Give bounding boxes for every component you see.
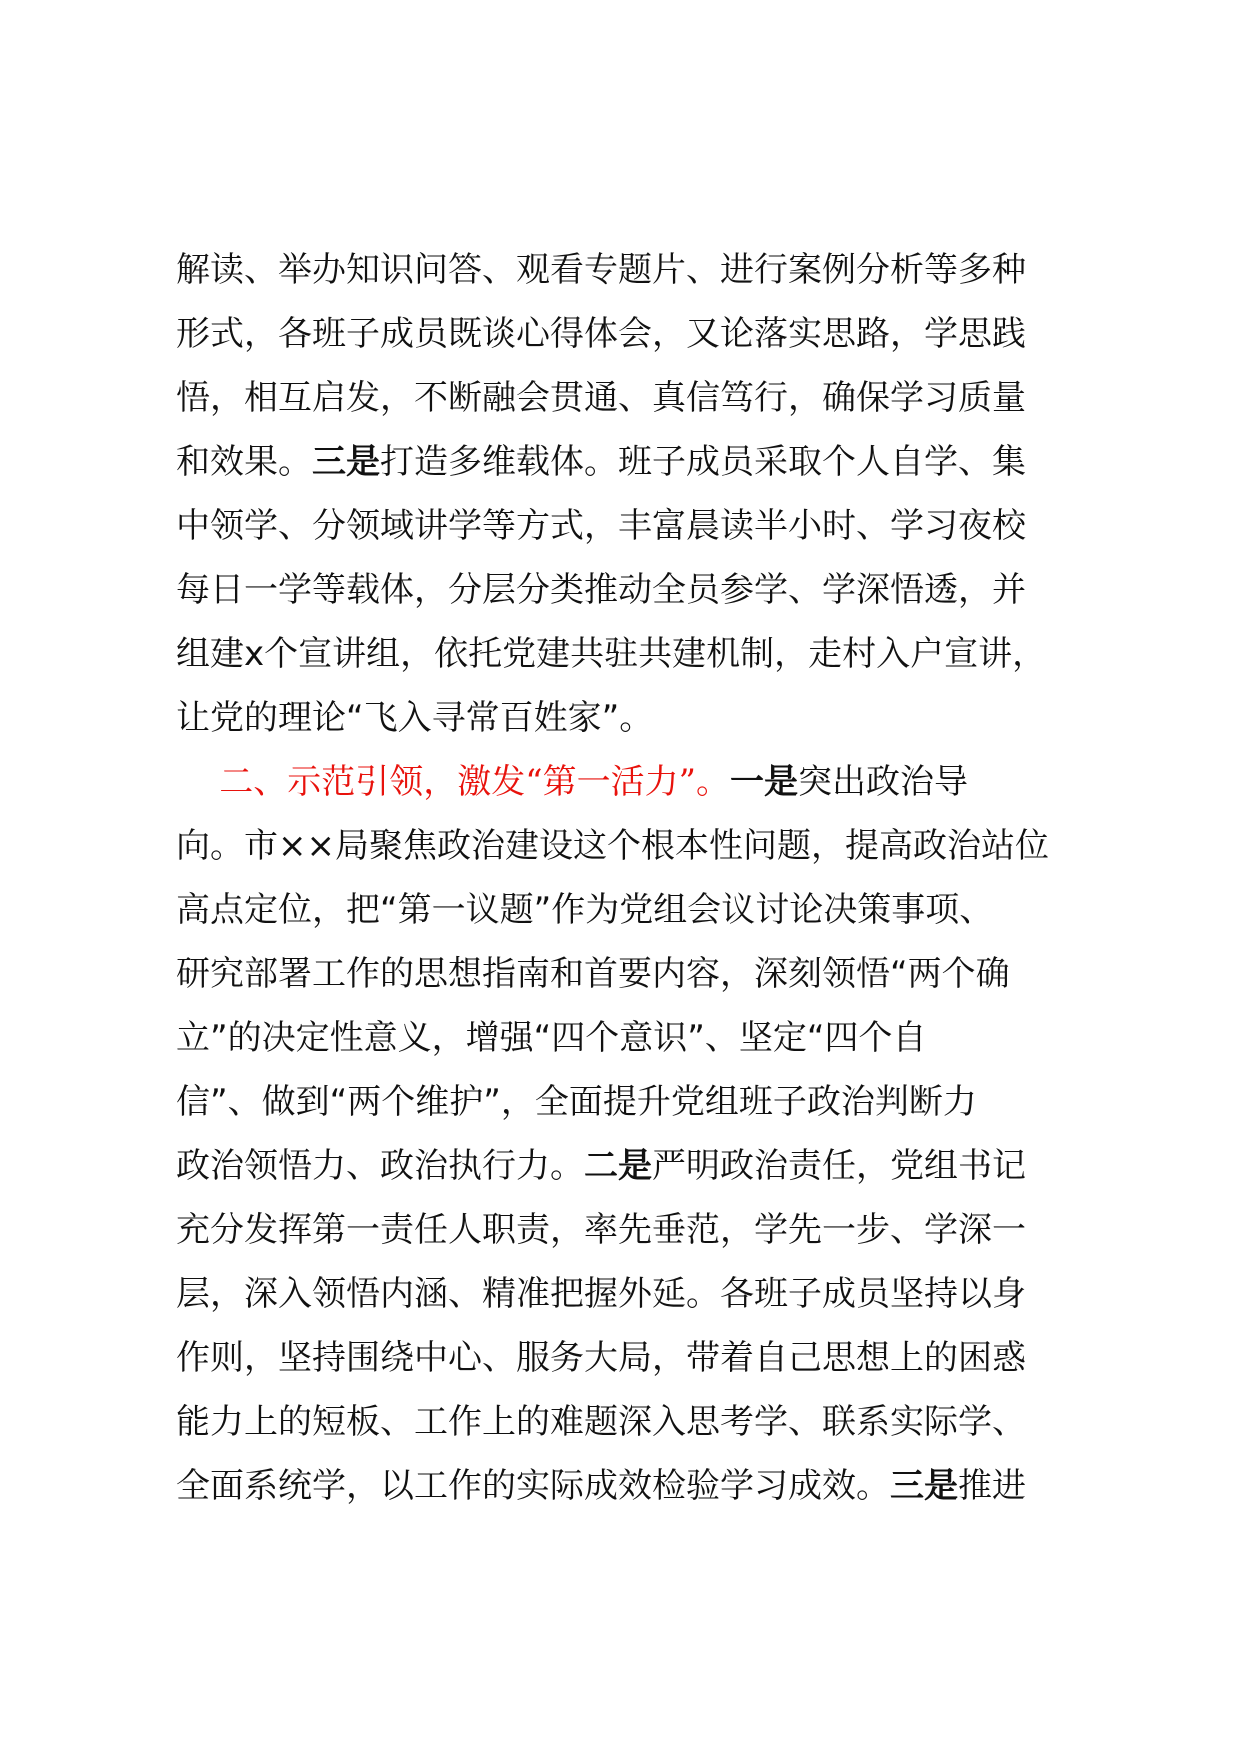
emphasis-label: 二是	[584, 1146, 652, 1186]
text-line	[176, 878, 1106, 942]
text-line	[176, 1454, 1106, 1518]
text-segment: 充分发挥第一责任人职责，率先垂范，学先一步、学深一	[176, 1210, 1026, 1250]
text-segment: 和效果。	[176, 442, 312, 482]
text-segment: 层，深入领悟内涵、精准把握外延。各班子成员坚持以身	[176, 1274, 1026, 1314]
text-segment: 中领学、分领域讲学等方式，丰富晨读半小时、学习夜校	[176, 506, 1026, 546]
text-line	[176, 942, 1106, 1006]
text-line	[176, 430, 1106, 494]
text-line	[176, 1070, 1106, 1134]
text-line	[176, 686, 1106, 750]
text-segment: 每日一学等载体，分层分类推动全员参学、学深悟透，并	[176, 570, 1026, 610]
text-segment: 立”的决定性意义，增强“四个意识”、坚定“四个自	[176, 1018, 927, 1058]
text-line	[176, 1326, 1106, 1390]
text-line	[176, 750, 1106, 814]
text-segment: 研究部署工作的思想指南和首要内容，深刻领悟“两个确	[176, 954, 1010, 994]
text-segment: 打造多维载体。班子成员采取个人自学、集	[380, 442, 1026, 482]
text-segment: 组建x个宣讲组，依托党建共驻共建机制，走村入户宣讲，	[176, 634, 1047, 674]
text-line	[176, 494, 1106, 558]
text-line	[176, 238, 1106, 302]
text-segment: 解读、举办知识问答、观看专题片、进行案例分析等多种	[176, 250, 1026, 290]
text-line	[176, 622, 1106, 686]
text-segment: 推进	[958, 1466, 1026, 1506]
text-segment: 悟，相互启发，不断融会贯通、真信笃行，确保学习质量	[176, 378, 1026, 418]
text-segment: 严明政治责任，党组书记	[652, 1146, 1026, 1186]
text-segment: 全面系统学，以工作的实际成效检验学习成效。	[176, 1466, 890, 1506]
emphasis-label: 三是	[890, 1466, 958, 1506]
text-segment: 让党的理论“飞入寻常百姓家”。	[176, 698, 654, 738]
text-line	[176, 1134, 1106, 1198]
text-line	[176, 814, 1106, 878]
text-segment: 突出政治导	[798, 762, 968, 802]
text-line	[176, 302, 1106, 366]
text-segment: 信”、做到“两个维护”，全面提升党组班子政治判断力	[176, 1082, 977, 1122]
text-segment	[176, 762, 219, 802]
text-line	[176, 1006, 1106, 1070]
text-segment: 政治领悟力、政治执行力。	[176, 1146, 584, 1186]
text-line	[176, 1198, 1106, 1262]
text-segment: 作则，坚持围绕中心、服务大局，带着自己思想上的困惑	[176, 1338, 1026, 1378]
text-segment: 向。市××局聚焦政治建设这个根本性问题，提高政治站位	[176, 826, 1049, 866]
text-line	[176, 558, 1106, 622]
emphasis-label: 一是	[730, 762, 798, 802]
body-text	[176, 238, 1106, 1518]
section-heading: 二、示范引领，激发“第一活力”。	[219, 762, 730, 802]
text-segment: 能力上的短板、工作上的难题深入思考学、联系实际学、	[176, 1402, 1026, 1442]
text-line	[176, 1390, 1106, 1454]
text-segment: 高点定位，把“第一议题”作为党组会议讨论决策事项、	[176, 890, 994, 930]
text-line	[176, 366, 1106, 430]
text-segment: 形式，各班子成员既谈心得体会，又论落实思路，学思践	[176, 314, 1026, 354]
emphasis-label: 三是	[312, 442, 380, 482]
text-line	[176, 1262, 1106, 1326]
